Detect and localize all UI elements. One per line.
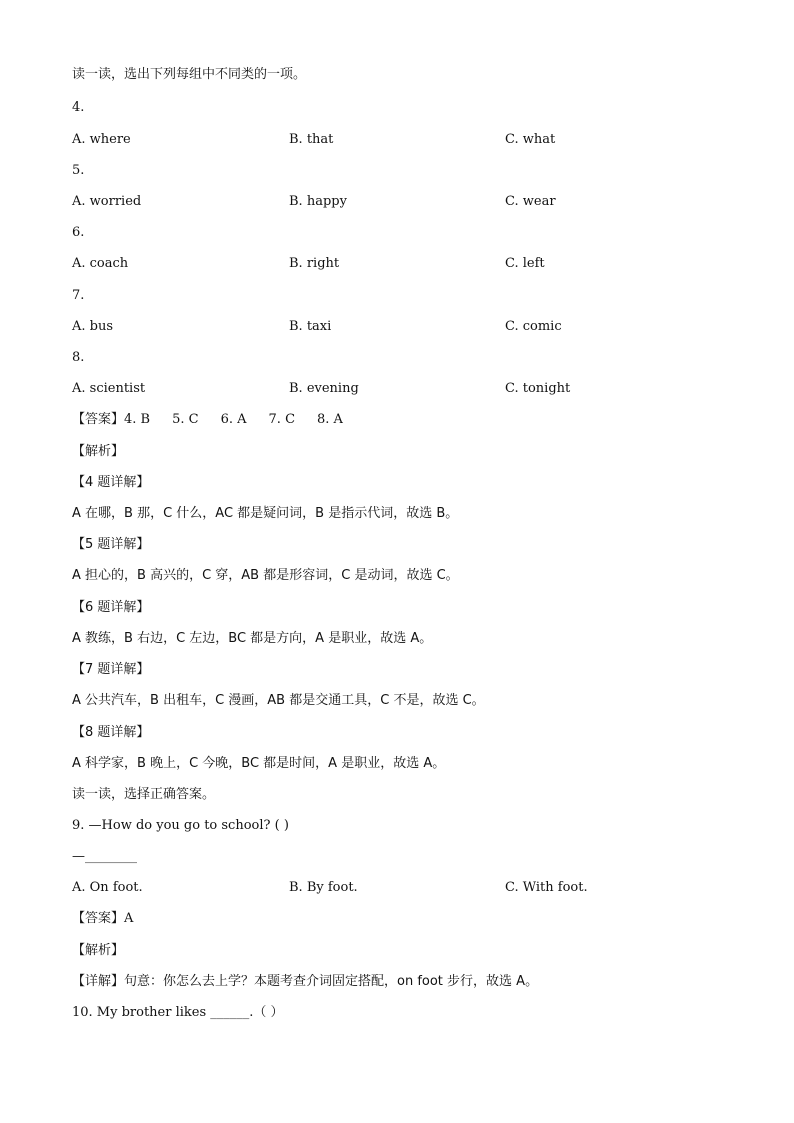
question-number: 5. [72, 163, 85, 178]
detail-text: A 教练，B 右边，C 左边，BC 都是方向，A 是职业，故选 A。 [72, 631, 433, 646]
option-b: B. right [289, 256, 340, 271]
answer-item: 6. A [220, 412, 247, 427]
detail-heading: 【4 题详解】 [72, 475, 150, 490]
option-b: B. happy [289, 194, 347, 209]
detail-text: A 科学家，B 晚上，C 今晚，BC 都是时间，A 是职业，故选 A。 [72, 756, 446, 771]
option-b: B. that [289, 132, 334, 147]
option-a: A. worried [72, 194, 142, 209]
option-c: C. With foot. [505, 880, 588, 895]
detail-text: 【详解】句意：你怎么去上学？本题考查介词固定搭配，on foot 步行，故选 A。 [72, 974, 539, 989]
question-number: 6. [72, 225, 85, 240]
reply-blank: —________ [72, 849, 137, 864]
question-number: 4. [72, 100, 85, 115]
option-b: B. taxi [289, 319, 332, 334]
answer-label: 【答案】 [72, 412, 125, 427]
section-instruction: 读一读，选择正确答案。 [72, 787, 216, 802]
question-text: 9. —How do you go to school? ( ) [72, 818, 289, 833]
option-a: A. scientist [72, 381, 146, 396]
detail-heading: 【7 题详解】 [72, 662, 150, 677]
option-a: A. bus [72, 319, 114, 334]
question-number: 8. [72, 350, 85, 365]
answer-line [72, 411, 343, 429]
detail-text: A 担心的，B 高兴的，C 穿，AB 都是形容词，C 是动词，故选 C。 [72, 568, 459, 583]
option-c: C. comic [505, 319, 562, 334]
answer-item: 4. B [124, 412, 151, 427]
detail-text: A 在哪，B 那，C 什么，AC 都是疑问词，B 是指示代词，故选 B。 [72, 506, 459, 521]
option-c: C. left [505, 256, 545, 271]
detail-heading: 【6 题详解】 [72, 600, 150, 615]
analysis-label: 【解析】 [72, 943, 125, 958]
option-c: C. what [505, 132, 556, 147]
detail-heading: 【8 题详解】 [72, 725, 150, 740]
answer-item: 8. A [317, 412, 343, 427]
detail-heading: 【5 题详解】 [72, 537, 150, 552]
option-b: B. By foot. [289, 880, 358, 895]
answer-item: A [124, 911, 134, 926]
detail-text: A 公共汽车，B 出租车，C 漫画，AB 都是交通工具，C 不是，故选 C。 [72, 693, 485, 708]
answer-item: 5. C [172, 412, 199, 427]
answer-line [72, 910, 133, 928]
option-c: C. wear [505, 194, 556, 209]
option-b: B. evening [289, 381, 359, 396]
analysis-label: 【解析】 [72, 444, 125, 459]
option-a: A. coach [72, 256, 129, 271]
option-c: C. tonight [505, 381, 571, 396]
question-text: 10. My brother likes ______.（ ） [72, 1005, 284, 1020]
option-a: A. On foot. [72, 880, 143, 895]
question-number: 7. [72, 288, 85, 303]
option-a: A. where [72, 132, 131, 147]
answer-item: 7. C [268, 412, 296, 427]
answer-label: 【答案】 [72, 911, 125, 926]
section-instruction: 读一读，选出下列每组中不同类的一项。 [72, 67, 307, 82]
